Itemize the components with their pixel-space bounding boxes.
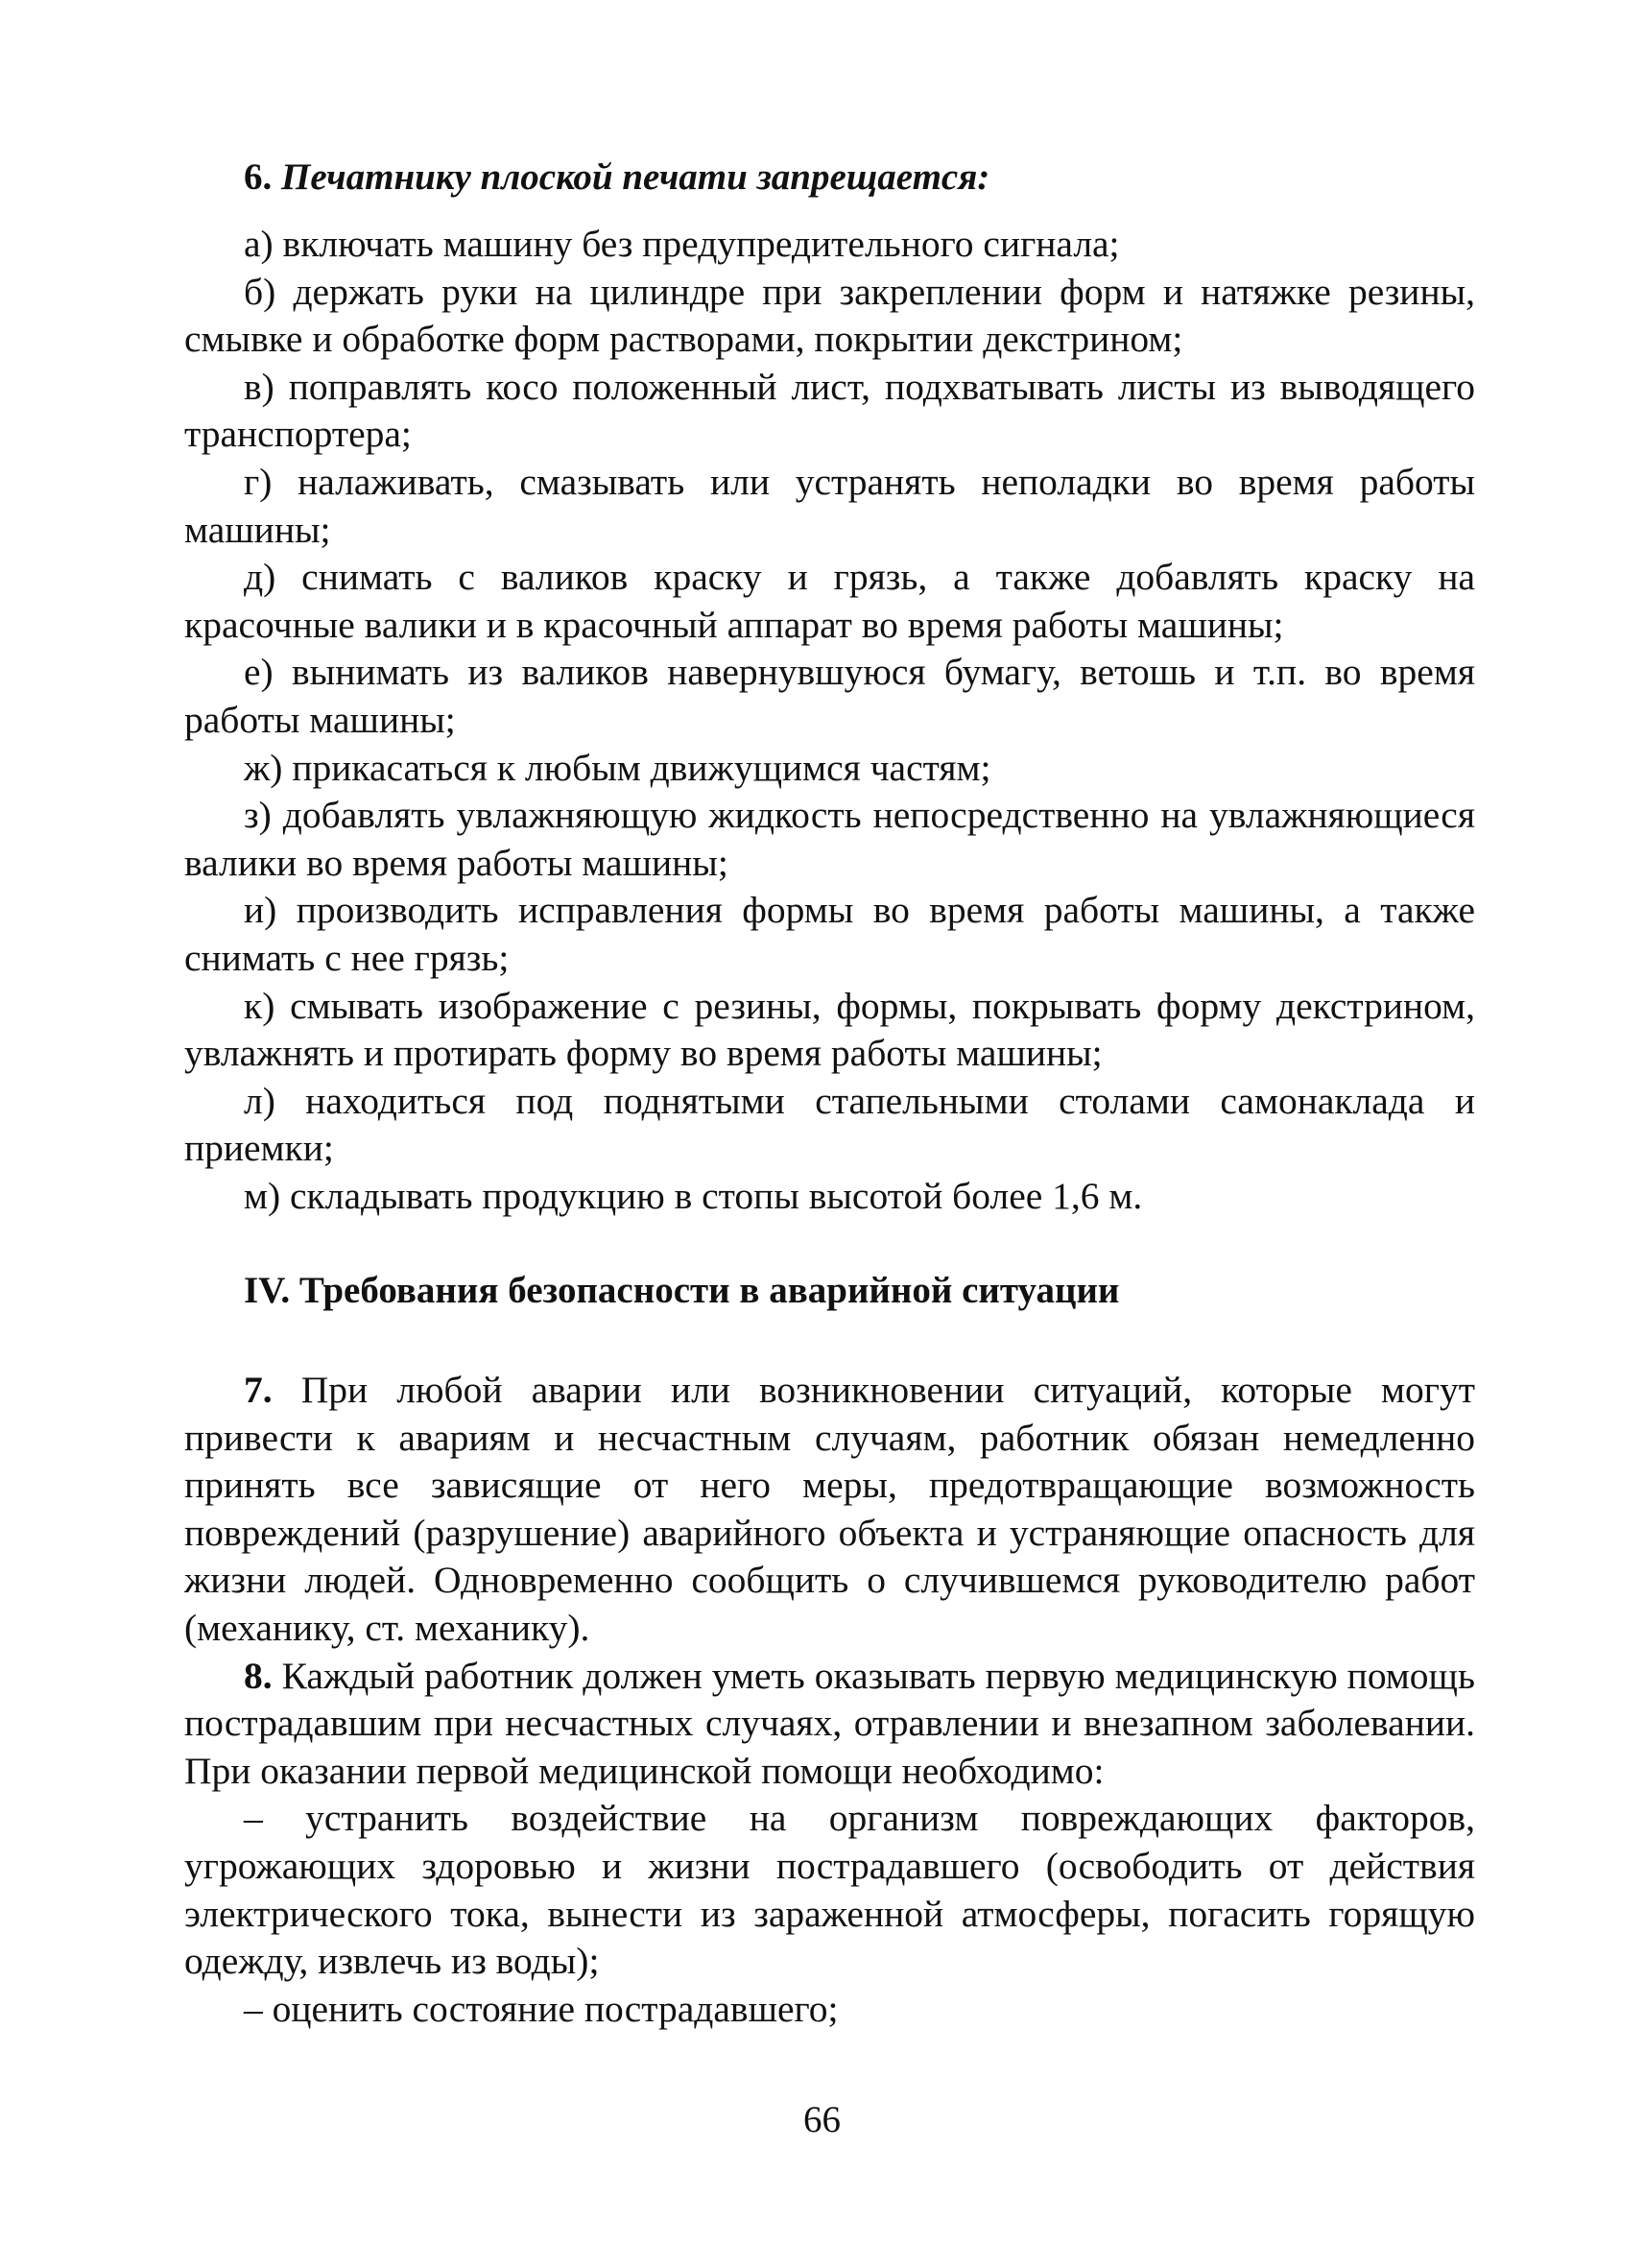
paragraph-7 xyxy=(184,1367,1475,1653)
section-iv-heading: IV. Требования безопасности в аварийной ситуации xyxy=(244,1270,1120,1311)
list-item-m: м) складывать продукцию в стопы высотой более 1,6 м. xyxy=(244,1174,1143,1217)
list-item-b: б) держать руки на цилиндре при закреплении форм и натяжке резины, смывке и обработке форм растворами, покрытии декстрином; xyxy=(184,270,1475,361)
paragraph-8 xyxy=(184,1653,1475,1796)
page-number: 66 xyxy=(803,2099,841,2140)
list-item-v: в) поправлять косо положенный лист, подхватывать листы из выводящего транспортера; xyxy=(184,365,1475,456)
list-item-d: д) снимать с валиков краску и грязь, а также добавлять краску на красочные валики и в красочный аппарат во время работы машины; xyxy=(184,556,1475,646)
list-item-a: а) включать машину без предупредительного сигнала; xyxy=(244,223,1120,265)
list-item-e: е) вынимать из валиков навернувшуюся бумагу, ветошь и т.п. во время работы машины; xyxy=(184,651,1475,741)
first-aid-step-1: – устранить воздействие на организм повреждающих факторов, угрожающих здоровью и жизни пострадавшего (освободить от действия электрического тока, вынести из зараженной атмосферы, погасить горящую одежду, извлечь из воды); xyxy=(184,1797,1475,1983)
emergency-section-body xyxy=(184,1367,1475,2033)
prohibitions-list xyxy=(184,221,1475,1220)
paragraph-7-number: 7. xyxy=(244,1369,273,1411)
list-item-k: к) смывать изображение с резины, формы, покрывать форму декстрином, увлажнять и протирать форму во время работы машины; xyxy=(184,984,1475,1075)
paragraph-8-number: 8. xyxy=(244,1654,273,1697)
list-item-l: л) находиться под поднятыми стапельными столами самонаклада и приемки; xyxy=(184,1079,1475,1170)
section-6-number: 6. xyxy=(244,156,273,198)
list-item-zh: ж) прикасаться к любым движущимся частям; xyxy=(244,746,991,789)
list-item-z: з) добавлять увлажняющую жидкость непосредственно на увлажняющиеся валики во время работы машины; xyxy=(184,794,1475,884)
list-item-g: г) налаживать, смазывать или устранять неполадки во время работы машины; xyxy=(184,460,1475,551)
first-aid-step-2: – оценить состояние пострадавшего; xyxy=(244,1987,839,2030)
section-6-title: Печатнику плоской печати запрещается: xyxy=(281,156,990,198)
section-6-heading xyxy=(244,154,989,201)
list-item-i: и) производить исправления формы во время работы машины, а также снимать с нее грязь; xyxy=(184,889,1475,979)
paragraph-7-text: При любой аварии или возникновении ситуаций, которые могут привести к авариям и несчастным случаям, работник обязан немедленно принять все зависящие от него меры, предотвращающие возможность повреждений (разрушение) аварийного объекта и устраняющие опасность для жизни людей. Одновременно сообщить о случившемся руководителю работ (механику, ст. механику). xyxy=(184,1369,1475,1649)
paragraph-8-text: Каждый работник должен уметь оказывать первую медицинскую помощь пострадавшим при несчастных случаях, отравлении и внезапном заболевании. При оказании первой медицинской помощи необходимо: xyxy=(184,1654,1475,1792)
